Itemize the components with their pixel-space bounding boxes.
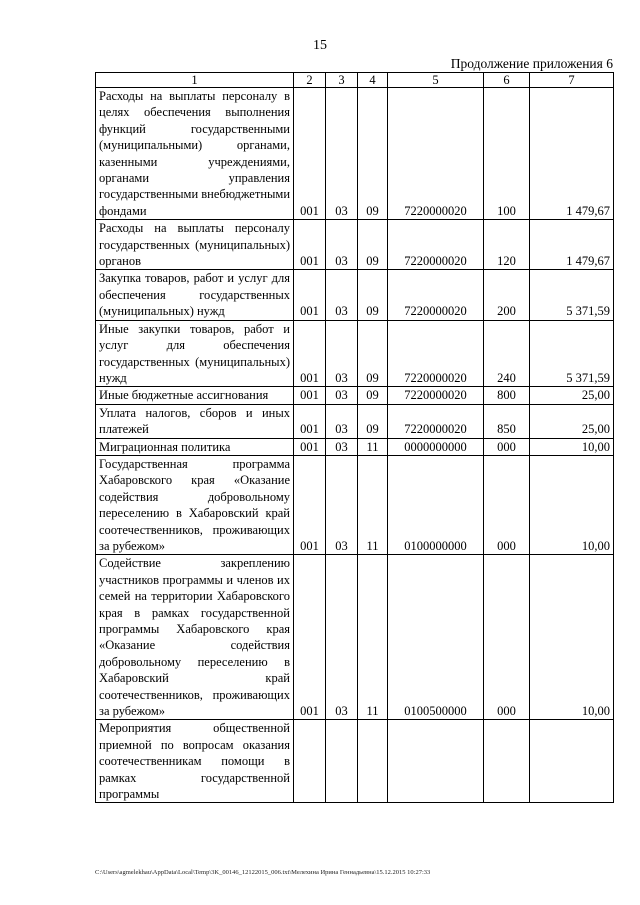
row-name-cell: Содействие закреплению участников программы и членов их семей на территории Хабаровского края в рамках государственной программы Хабаровского края «Оказание содействия добровольному переселению в Хабаровский край соотечественников, проживающих за рубежом» (96, 555, 294, 720)
subsection-cell: 11 (358, 555, 388, 720)
code-cell: 001 (294, 404, 326, 438)
target-article-cell: 7220000020 (388, 320, 484, 387)
table-row (96, 720, 614, 803)
section-cell: 03 (326, 270, 358, 320)
budget-table (95, 72, 614, 803)
header-cell: 7 (530, 73, 614, 88)
expense-type-cell: 240 (484, 320, 530, 387)
target-article-cell: 0000000000 (388, 438, 484, 455)
row-name-cell: Расходы на выплаты персоналу в целях обеспечения выполнения функций государственными (муниципальными) органами, казенными учреждениями, органами управления государственными внебюджетными фондами (96, 88, 294, 220)
section-cell: 03 (326, 88, 358, 220)
code-cell: 001 (294, 438, 326, 455)
target-article-cell: 7220000020 (388, 387, 484, 404)
amount-cell (530, 720, 614, 803)
amount-cell: 10,00 (530, 555, 614, 720)
table-row (96, 438, 614, 455)
section-cell: 03 (326, 555, 358, 720)
table-header-row (96, 73, 614, 88)
amount-cell: 1 479,67 (530, 88, 614, 220)
section-cell (326, 720, 358, 803)
subsection-cell: 11 (358, 455, 388, 554)
header-cell: 6 (484, 73, 530, 88)
section-cell: 03 (326, 438, 358, 455)
subsection-cell: 09 (358, 320, 388, 387)
row-name-cell: Государственная программа Хабаровского края «Оказание содействия добровольному переселению в Хабаровский край соотечественников, проживающих за рубежом» (96, 455, 294, 554)
table-row (96, 455, 614, 554)
table-row (96, 387, 614, 404)
table-row (96, 220, 614, 270)
expense-type-cell: 850 (484, 404, 530, 438)
row-name-cell: Миграционная политика (96, 438, 294, 455)
amount-cell: 1 479,67 (530, 220, 614, 270)
subsection-cell (358, 720, 388, 803)
target-article-cell: 7220000020 (388, 220, 484, 270)
subsection-cell: 09 (358, 270, 388, 320)
expense-type-cell: 000 (484, 438, 530, 455)
target-article-cell: 7220000020 (388, 270, 484, 320)
expense-type-cell: 000 (484, 455, 530, 554)
section-cell: 03 (326, 455, 358, 554)
appendix-caption: Продолжение приложения 6 (450, 56, 613, 71)
expense-type-cell: 100 (484, 88, 530, 220)
table-row (96, 320, 614, 387)
amount-cell: 5 371,59 (530, 320, 614, 387)
target-article-cell: 0100000000 (388, 455, 484, 554)
target-article-cell (388, 720, 484, 803)
amount-cell: 10,00 (530, 455, 614, 554)
section-cell: 03 (326, 320, 358, 387)
header-cell: 2 (294, 73, 326, 88)
expense-type-cell: 200 (484, 270, 530, 320)
section-cell: 03 (326, 220, 358, 270)
header-cell: 5 (388, 73, 484, 88)
header-cell: 1 (96, 73, 294, 88)
table-row (96, 88, 614, 220)
expense-type-cell (484, 720, 530, 803)
amount-cell: 25,00 (530, 404, 614, 438)
page-number: 15 (313, 38, 327, 53)
table-row (96, 555, 614, 720)
code-cell: 001 (294, 270, 326, 320)
amount-cell: 10,00 (530, 438, 614, 455)
row-name-cell: Закупка товаров, работ и услуг для обеспечения государственных (муниципальных) нужд (96, 270, 294, 320)
table-row (96, 404, 614, 438)
code-cell (294, 720, 326, 803)
row-name-cell: Иные закупки товаров, работ и услуг для обеспечения государственных (муниципальных) нужд (96, 320, 294, 387)
row-name-cell: Расходы на выплаты персоналу государственных (муниципальных) органов (96, 220, 294, 270)
row-name-cell: Иные бюджетные ассигнования (96, 387, 294, 404)
expense-type-cell: 000 (484, 555, 530, 720)
header-cell: 3 (326, 73, 358, 88)
code-cell: 001 (294, 455, 326, 554)
subsection-cell: 09 (358, 220, 388, 270)
amount-cell: 5 371,59 (530, 270, 614, 320)
file-path-footer: C:\Users\agmelekhau\AppData\Local\Temp\3K_00146_12122015_006.txt\Мелехина Ирина Геннадьевна\15.12.2015 10:27:33 (95, 869, 431, 876)
subsection-cell: 09 (358, 387, 388, 404)
target-article-cell: 0100500000 (388, 555, 484, 720)
code-cell: 001 (294, 320, 326, 387)
subsection-cell: 09 (358, 88, 388, 220)
amount-cell: 25,00 (530, 387, 614, 404)
header-cell: 4 (358, 73, 388, 88)
expense-type-cell: 800 (484, 387, 530, 404)
code-cell: 001 (294, 88, 326, 220)
code-cell: 001 (294, 555, 326, 720)
code-cell: 001 (294, 387, 326, 404)
section-cell: 03 (326, 404, 358, 438)
row-name-cell: Мероприятия общественной приемной по вопросам оказания соотечественникам помощи в рамках государственной программы (96, 720, 294, 803)
target-article-cell: 7220000020 (388, 88, 484, 220)
table-row (96, 270, 614, 320)
code-cell: 001 (294, 220, 326, 270)
row-name-cell: Уплата налогов, сборов и иных платежей (96, 404, 294, 438)
subsection-cell: 11 (358, 438, 388, 455)
subsection-cell: 09 (358, 404, 388, 438)
target-article-cell: 7220000020 (388, 404, 484, 438)
section-cell: 03 (326, 387, 358, 404)
expense-type-cell: 120 (484, 220, 530, 270)
